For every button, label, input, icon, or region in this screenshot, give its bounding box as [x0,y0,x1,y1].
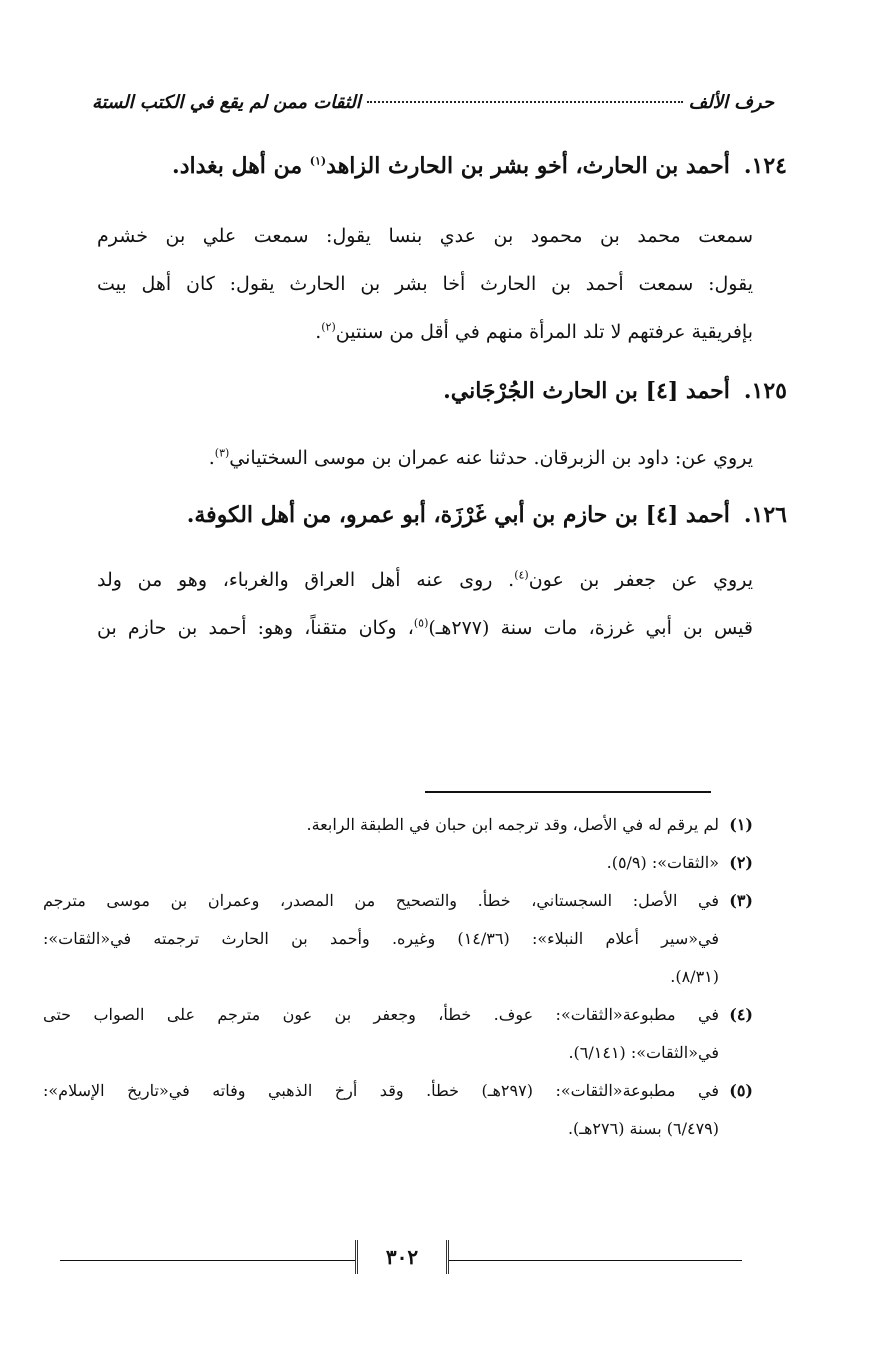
footnote-3 [43,882,753,996]
body-line-text: يروي عن: داود بن الزبرقان. حدثنا عنه عمران بن موسى السختياني [229,447,753,469]
body-line-tail: . [315,321,322,343]
footnote-line: «الثقات»: (٥/٩). [606,853,719,872]
body-line-text: قيس بن أبي غرزة، مات سنة (٢٧٧هـ) [428,617,753,639]
body-line-text: ، وكان متقناً، وهو: أحمد بن حازم بن [97,617,414,639]
body-line-text: يروي عن جعفر بن عون [528,569,753,591]
footnote-ref[interactable]: (٣) [214,446,230,460]
entry-heading-tail: من أهل بغداد. [172,153,310,179]
header-dots [367,101,683,103]
footnote-separator [425,791,711,793]
entry-heading-125 [97,378,787,404]
body-line [97,604,753,652]
header-book-title: الثقات ممن لم يقع في الكتب الستة [92,92,361,113]
entry-name: أحمد [٤] بن الحارث الجُرْجَاني. [443,378,730,404]
entry-heading-126 [97,502,787,528]
entry-number: ١٢٤. [743,153,787,179]
footnote-label: (٣) [729,891,753,910]
entry-number: ١٢٥. [743,378,787,404]
body-line-text: . روى عنه أهل العراق والغرباء، وهو من ولد [97,569,515,591]
footnote-line: لم يرقم له في الأصل، وقد ترجمه ابن حبان في الطبقة الرابعة. [306,815,719,834]
body-line [97,556,753,604]
entry-body-126 [97,556,753,652]
footnote-line: (٨/٣١). [670,967,719,986]
footnote-line: في«سير أعلام النبلاء»: (١٤/٣٦) وغيره. وأحمد بن الحارث ترجمته في«الثقات»: [43,929,720,948]
entry-number: ١٢٦. [743,502,787,528]
footnote-4 [43,996,753,1072]
entry-name: أحمد بن الحارث، أخو بشر بن الحارث الزاهد [326,153,730,179]
footnote-line: في الأصل: السجستاني، خطأ. والتصحيح من المصدر، وعمران بن موسى مترجم [43,891,719,910]
entry-body-124 [97,212,753,356]
body-line-text: بإفريقية عرفتهم لا تلد المرأة منهم في أقل من سنتين [335,321,753,343]
entry-name: أحمد [٤] بن حازم بن أبي غَرْزَة، أبو عمرو، من أهل الكوفة. [186,502,730,528]
footnote-ref[interactable]: (١) [309,154,327,168]
entry-body-125 [97,434,753,482]
footnote-5 [43,1072,753,1148]
footnote-line: في«الثقات»: (٦/١٤١). [568,1043,719,1062]
running-header [92,92,774,126]
body-line [97,308,753,356]
footnote-1 [43,806,753,844]
footnotes [43,806,753,1148]
footnote-2 [43,844,753,882]
footnote-label: (٢) [729,853,753,872]
footnote-label: (٥) [729,1081,753,1100]
footnote-ref[interactable]: (٥) [413,616,429,630]
footnote-line: (٦/٤٧٩) بسنة (٢٧٦هـ). [567,1119,719,1138]
body-line-tail: . [208,447,215,469]
page-footer [60,1238,742,1278]
footnote-line: في مطبوعة«الثقات»: (٢٩٧هـ) خطأ. وقد أرخ الذهبي وفاته في«تاريخ الإسلام»: [43,1081,719,1100]
body-line: سمعت محمد بن محمود بن عدي بنسا يقول: سمعت علي بن خشرم [97,225,753,247]
footnote-ref[interactable]: (٤) [514,568,529,582]
entry-heading-124 [97,153,787,179]
body-line: يقول: سمعت أحمد بن الحارث أخا بشر بن الحارث يقول: كان أهل بيت [97,273,753,295]
footnote-line: في مطبوعة«الثقات»: عوف. خطأ، وجعفر بن عون مترجم على الصواب حتى [43,1005,719,1024]
footnote-ref[interactable]: (٢) [321,320,336,334]
header-chapter: حرف الألف [688,92,774,113]
footnote-label: (١) [729,815,753,834]
footnote-label: (٤) [729,1005,753,1024]
page-number: ٣٠٢ [355,1240,449,1274]
